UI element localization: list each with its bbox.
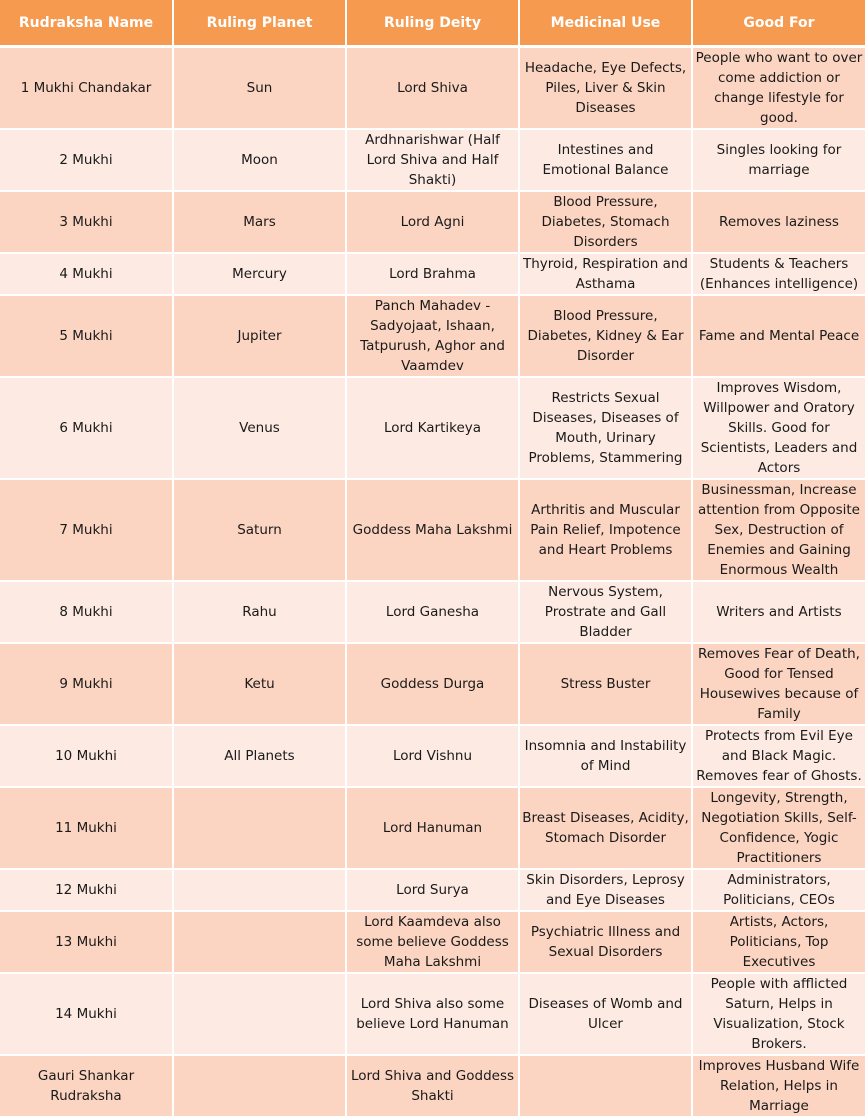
cell-ruling-planet bbox=[173, 1055, 346, 1117]
cell-ruling-deity: Goddess Maha Lakshmi bbox=[346, 479, 519, 581]
cell-medicinal-use: Skin Disorders, Leprosy and Eye Diseases bbox=[519, 869, 692, 911]
table-row bbox=[0, 973, 866, 1055]
header-ruling-deity: Ruling Deity bbox=[346, 0, 519, 47]
cell-ruling-planet bbox=[173, 869, 346, 911]
cell-ruling-deity: Lord Surya bbox=[346, 869, 519, 911]
cell-good-for: Singles looking for marriage bbox=[692, 129, 866, 191]
table-body bbox=[0, 47, 866, 1118]
cell-ruling-planet: All Planets bbox=[173, 725, 346, 787]
cell-ruling-planet: Venus bbox=[173, 377, 346, 479]
cell-medicinal-use: Psychiatric Illness and Sexual Disorders bbox=[519, 911, 692, 973]
cell-good-for: Longevity, Strength, Negotiation Skills, Self-Confidence, Yogic Practitioners bbox=[692, 787, 866, 869]
cell-ruling-deity: Goddess Durga bbox=[346, 643, 519, 725]
cell-ruling-deity: Lord Shiva bbox=[346, 47, 519, 130]
cell-rudraksha-name: 1 Mukhi Chandakar bbox=[0, 47, 173, 130]
cell-good-for: Removes laziness bbox=[692, 191, 866, 253]
cell-ruling-planet: Sun bbox=[173, 47, 346, 130]
cell-rudraksha-name: 12 Mukhi bbox=[0, 869, 173, 911]
cell-rudraksha-name: 10 Mukhi bbox=[0, 725, 173, 787]
cell-rudraksha-name: 3 Mukhi bbox=[0, 191, 173, 253]
cell-ruling-deity: Ardhnarishwar (Half Lord Shiva and Half Shakti) bbox=[346, 129, 519, 191]
cell-medicinal-use: Intestines and Emotional Balance bbox=[519, 129, 692, 191]
cell-good-for: Students & Teachers (Enhances intelligence) bbox=[692, 253, 866, 295]
cell-medicinal-use: Breast Diseases, Acidity, Stomach Disorder bbox=[519, 787, 692, 869]
cell-medicinal-use: Blood Pressure, Diabetes, Kidney & Ear Disorder bbox=[519, 295, 692, 377]
cell-rudraksha-name: 5 Mukhi bbox=[0, 295, 173, 377]
cell-medicinal-use: Stress Buster bbox=[519, 643, 692, 725]
cell-ruling-deity: Panch Mahadev - Sadyojaat, Ishaan, Tatpurush, Aghor and Vaamdev bbox=[346, 295, 519, 377]
header-rudraksha-name: Rudraksha Name bbox=[0, 0, 173, 47]
table-row bbox=[0, 643, 866, 725]
table-row bbox=[0, 479, 866, 581]
cell-medicinal-use bbox=[519, 1055, 692, 1117]
cell-ruling-deity: Lord Ganesha bbox=[346, 581, 519, 643]
table-row bbox=[0, 129, 866, 191]
cell-ruling-planet: Rahu bbox=[173, 581, 346, 643]
cell-medicinal-use: Thyroid, Respiration and Asthama bbox=[519, 253, 692, 295]
cell-medicinal-use: Blood Pressure, Diabetes, Stomach Disorders bbox=[519, 191, 692, 253]
table-row bbox=[0, 869, 866, 911]
cell-rudraksha-name: 6 Mukhi bbox=[0, 377, 173, 479]
cell-ruling-planet: Saturn bbox=[173, 479, 346, 581]
cell-rudraksha-name: 2 Mukhi bbox=[0, 129, 173, 191]
table-row bbox=[0, 1055, 866, 1117]
cell-good-for: Improves Husband Wife Relation, Helps in Marriage bbox=[692, 1055, 866, 1117]
cell-good-for: Protects from Evil Eye and Black Magic. Removes fear of Ghosts. bbox=[692, 725, 866, 787]
cell-rudraksha-name: 9 Mukhi bbox=[0, 643, 173, 725]
cell-ruling-deity: Lord Hanuman bbox=[346, 787, 519, 869]
table-row bbox=[0, 787, 866, 869]
cell-good-for: Artists, Actors, Politicians, Top Executives bbox=[692, 911, 866, 973]
cell-rudraksha-name: 14 Mukhi bbox=[0, 973, 173, 1055]
cell-good-for: People who want to over come addiction or change lifestyle for good. bbox=[692, 47, 866, 130]
table-row bbox=[0, 377, 866, 479]
cell-medicinal-use: Restricts Sexual Diseases, Diseases of Mouth, Urinary Problems, Stammering bbox=[519, 377, 692, 479]
cell-good-for: Improves Wisdom, Willpower and Oratory Skills. Good for Scientists, Leaders and Actors bbox=[692, 377, 866, 479]
table-row bbox=[0, 253, 866, 295]
cell-ruling-planet bbox=[173, 787, 346, 869]
cell-ruling-planet bbox=[173, 973, 346, 1055]
table-row bbox=[0, 295, 866, 377]
cell-good-for: Removes Fear of Death, Good for Tensed Housewives because of Family bbox=[692, 643, 866, 725]
cell-good-for: Administrators, Politicians, CEOs bbox=[692, 869, 866, 911]
cell-ruling-planet: Mercury bbox=[173, 253, 346, 295]
cell-ruling-deity: Lord Shiva and Goddess Shakti bbox=[346, 1055, 519, 1117]
cell-ruling-deity: Lord Kartikeya bbox=[346, 377, 519, 479]
cell-medicinal-use: Insomnia and Instability of Mind bbox=[519, 725, 692, 787]
table-row bbox=[0, 191, 866, 253]
cell-good-for: Fame and Mental Peace bbox=[692, 295, 866, 377]
cell-ruling-deity: Lord Brahma bbox=[346, 253, 519, 295]
cell-good-for: People with afflicted Saturn, Helps in Visualization, Stock Brokers. bbox=[692, 973, 866, 1055]
cell-ruling-deity: Lord Kaamdeva also some believe Goddess Maha Lakshmi bbox=[346, 911, 519, 973]
table-row bbox=[0, 911, 866, 973]
header-good-for: Good For bbox=[692, 0, 866, 47]
cell-ruling-deity: Lord Shiva also some believe Lord Hanuman bbox=[346, 973, 519, 1055]
header-ruling-planet: Ruling Planet bbox=[173, 0, 346, 47]
table-row bbox=[0, 47, 866, 130]
cell-rudraksha-name: 4 Mukhi bbox=[0, 253, 173, 295]
cell-medicinal-use: Arthritis and Muscular Pain Relief, Impotence and Heart Problems bbox=[519, 479, 692, 581]
cell-ruling-planet: Ketu bbox=[173, 643, 346, 725]
header-row bbox=[0, 0, 866, 47]
cell-good-for: Writers and Artists bbox=[692, 581, 866, 643]
cell-ruling-planet: Mars bbox=[173, 191, 346, 253]
cell-rudraksha-name: Gauri Shankar Rudraksha bbox=[0, 1055, 173, 1117]
cell-rudraksha-name: 13 Mukhi bbox=[0, 911, 173, 973]
cell-ruling-deity: Lord Vishnu bbox=[346, 725, 519, 787]
cell-medicinal-use: Diseases of Womb and Ulcer bbox=[519, 973, 692, 1055]
table-row bbox=[0, 581, 866, 643]
cell-ruling-planet bbox=[173, 911, 346, 973]
cell-ruling-planet: Moon bbox=[173, 129, 346, 191]
cell-rudraksha-name: 11 Mukhi bbox=[0, 787, 173, 869]
header-medicinal-use: Medicinal Use bbox=[519, 0, 692, 47]
cell-rudraksha-name: 7 Mukhi bbox=[0, 479, 173, 581]
table-row bbox=[0, 725, 866, 787]
cell-ruling-deity: Lord Agni bbox=[346, 191, 519, 253]
cell-rudraksha-name: 8 Mukhi bbox=[0, 581, 173, 643]
cell-medicinal-use: Headache, Eye Defects, Piles, Liver & Skin Diseases bbox=[519, 47, 692, 130]
cell-ruling-planet: Jupiter bbox=[173, 295, 346, 377]
cell-medicinal-use: Nervous System, Prostrate and Gall Bladder bbox=[519, 581, 692, 643]
cell-good-for: Businessman, Increase attention from Opposite Sex, Destruction of Enemies and Gaining Enormous Wealth bbox=[692, 479, 866, 581]
